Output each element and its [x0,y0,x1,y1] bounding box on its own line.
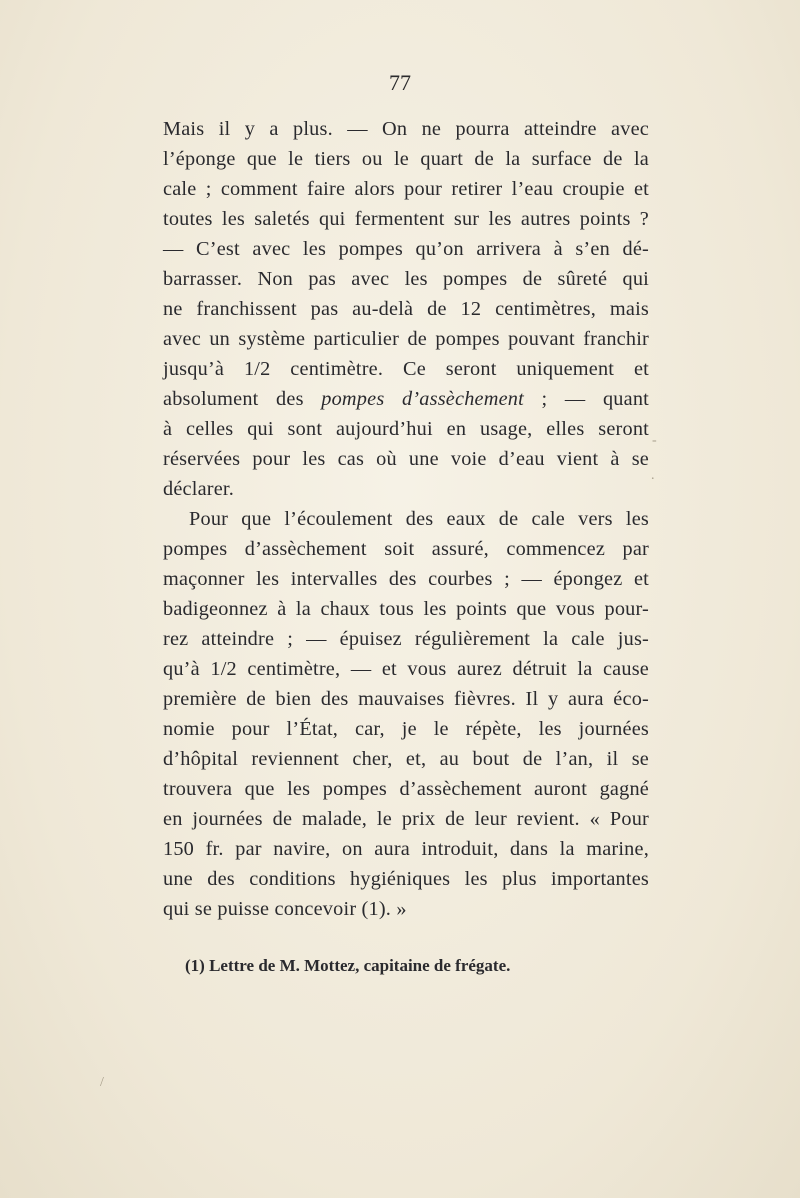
text-line [163,714,649,744]
text-segment: déclarer. [163,478,235,500]
text-line [163,744,649,774]
text-segment: ; — quant [523,388,649,410]
text-line [163,624,649,654]
italic-text: pompes d’assèchement [321,388,524,410]
margin-speck: / [100,1075,104,1090]
text-segment: barrasser. Non pas avec les pompes de sûreté qui [163,268,649,290]
text-segment: en journées de malade, le prix de leur revient. « Pour [163,808,649,830]
text-segment: avec un système particulier de pompes pouvant franchir [163,328,649,350]
text-segment: trouvera que les pompes d’assèchement auront gagné [163,778,649,800]
text-segment: qu’à 1/2 centimètre, — et vous aurez détruit la cause [163,658,649,680]
text-line [163,864,649,894]
paragraph-2 [163,504,649,924]
text-segment: cale ; comment faire alors pour retirer l’eau croupie et [163,178,649,200]
text-line [163,534,649,564]
margin-speck: - [652,433,657,448]
text-line [163,894,649,924]
margin-speck: . [651,468,655,483]
text-line [163,474,649,504]
text-segment: badigeonnez à la chaux tous les points que vous pour- [163,598,649,620]
text-segment: réservées pour les cas où une voie d’eau vient à se [163,448,649,470]
text-line [163,204,649,234]
text-segment: ne franchissent pas au-delà de 12 centimètres, mais [163,298,649,320]
body-text [163,114,649,924]
footnote: (1) Lettre de M. Mottez, capitaine de frégate. [185,956,511,975]
text-segment: — C’est avec les pompes qu’on arrivera à s’en dé- [163,238,649,260]
text-line [163,414,649,444]
text-line [163,264,649,294]
text-line [163,294,649,324]
text-segment: à celles qui sont aujourd’hui en usage, elles seront [163,418,649,440]
text-line [163,174,649,204]
text-line [163,504,649,534]
text-segment: maçonner les intervalles des courbes ; — épongez et [163,568,649,590]
text-line [163,564,649,594]
text-segment: l’éponge que le tiers ou le quart de la surface de la [163,148,649,170]
text-segment: nomie pour l’État, car, je le répète, les journées [163,718,649,740]
text-line [163,834,649,864]
text-segment: toutes les saletés qui fermentent sur les autres points ? [163,208,649,230]
text-segment: une des conditions hygiéniques les plus importantes [163,868,649,890]
page-number: 77 [389,70,411,95]
text-segment: pompes d’assèchement soit assuré, commencez par [163,538,649,560]
text-segment: Mais il y a plus. — On ne pourra atteindre avec [163,118,649,140]
text-segment: Pour que l’écoulement des eaux de cale vers les [189,508,649,530]
text-segment: d’hôpital reviennent cher, et, au bout de l’an, il se [163,748,649,770]
text-segment: jusqu’à 1/2 centimètre. Ce seront uniquement et [163,358,649,380]
text-line [163,114,649,144]
text-segment: première de bien des mauvaises fièvres. Il y aura éco- [163,688,649,710]
text-line [163,654,649,684]
text-line [163,144,649,174]
text-segment: 150 fr. par navire, on aura introduit, dans la marine, [163,838,649,860]
text-line [163,594,649,624]
text-line [163,324,649,354]
text-segment: rez atteindre ; — épuisez régulièrement la cale jus- [163,628,649,650]
text-line [163,804,649,834]
text-line [163,684,649,714]
text-line [163,444,649,474]
text-line [163,354,649,384]
text-line [163,384,649,414]
text-segment: absolument des [163,388,322,410]
text-segment: qui se puisse concevoir (1). » [163,898,407,920]
text-line [163,774,649,804]
text-line [163,234,649,264]
paragraph-1 [163,114,649,504]
